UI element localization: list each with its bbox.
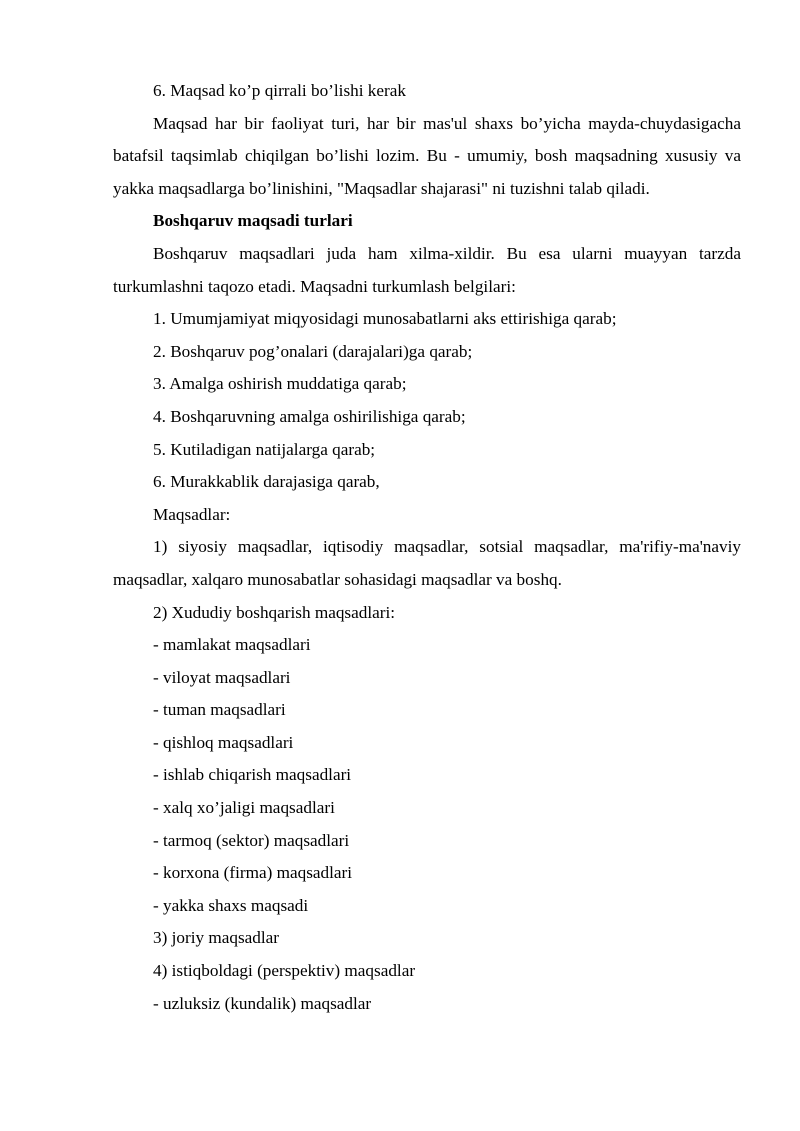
sub-list-item: - korxona (firma) maqsadlari — [153, 863, 353, 883]
document-page — [113, 75, 741, 1020]
sub-list-item: - uzluksiz (kundalik) maqsadlar — [153, 993, 372, 1013]
sub-list-item: - tuman maqsadlari — [153, 700, 286, 720]
list-item: 3. Amalga oshirish muddatiga qarab; — [153, 374, 407, 394]
body-paragraph: Maqsad har bir faoliyat turi, har bir mas'ul shaxs bo’yicha mayda-chuydasigacha batafsil taqsimlab chiqilgan bo’lishi lozim. Bu - umumiy, bosh maqsadning xususiy va yakka maqsadlarga bo’linishini, "Maqsadlar shajarasi" ni tuzishni talab qiladi. — [113, 113, 741, 198]
list-item: 6. Murakkablik darajasiga qarab, — [153, 472, 380, 492]
section-heading: Boshqaruv maqsadi turlari — [153, 211, 353, 231]
list-item: 3) joriy maqsadlar — [153, 928, 280, 948]
list-item: 5. Kutiladigan natijalarga qarab; — [153, 439, 376, 459]
list-heading: Maqsadlar: — [153, 504, 231, 524]
list-item: 2) Xududiy boshqarish maqsadlari: — [153, 602, 396, 622]
sub-list-item: - yakka shaxs maqsadi — [153, 895, 309, 915]
criterion-heading: 6. Maqsad ko’p qirrali bo’lishi kerak — [153, 81, 406, 100]
sub-list-item: - tarmoq (sektor) maqsadlari — [153, 830, 350, 850]
list-item: 1. Umumjamiyat miqyosidagi munosabatlarni aks ettirishiga qarab; — [153, 309, 617, 329]
sub-list-item: - xalq xo’jaligi maqsadlari — [153, 798, 335, 818]
sub-list-item: - qishloq maqsadlari — [153, 732, 294, 752]
list-item: 2. Boshqaruv pog’onalari (darajalari)ga qarab; — [153, 341, 473, 361]
sub-list-item: - viloyat maqsadlari — [153, 667, 291, 687]
list-item: 1) siyosiy maqsadlar, iqtisodiy maqsadlar, sotsial maqsadlar, ma'rifiy-ma'naviy maqsadlar, xalqaro munosabatlar sohasidagi maqsadlar va boshq. — [113, 537, 741, 589]
sub-list-item: - mamlakat maqsadlari — [153, 635, 311, 655]
list-item: 4. Boshqaruvning amalga oshirilishiga qarab; — [153, 406, 466, 426]
sub-list-item: - ishlab chiqarish maqsadlari — [153, 765, 352, 785]
list-item: 4) istiqboldagi (perspektiv) maqsadlar — [153, 961, 416, 981]
body-paragraph: Boshqaruv maqsadlari juda ham xilma-xildir. Bu esa ularni muayyan tarzda turkumlashni taqozo etadi. Maqsadni turkumlash belgilari: — [113, 243, 741, 296]
